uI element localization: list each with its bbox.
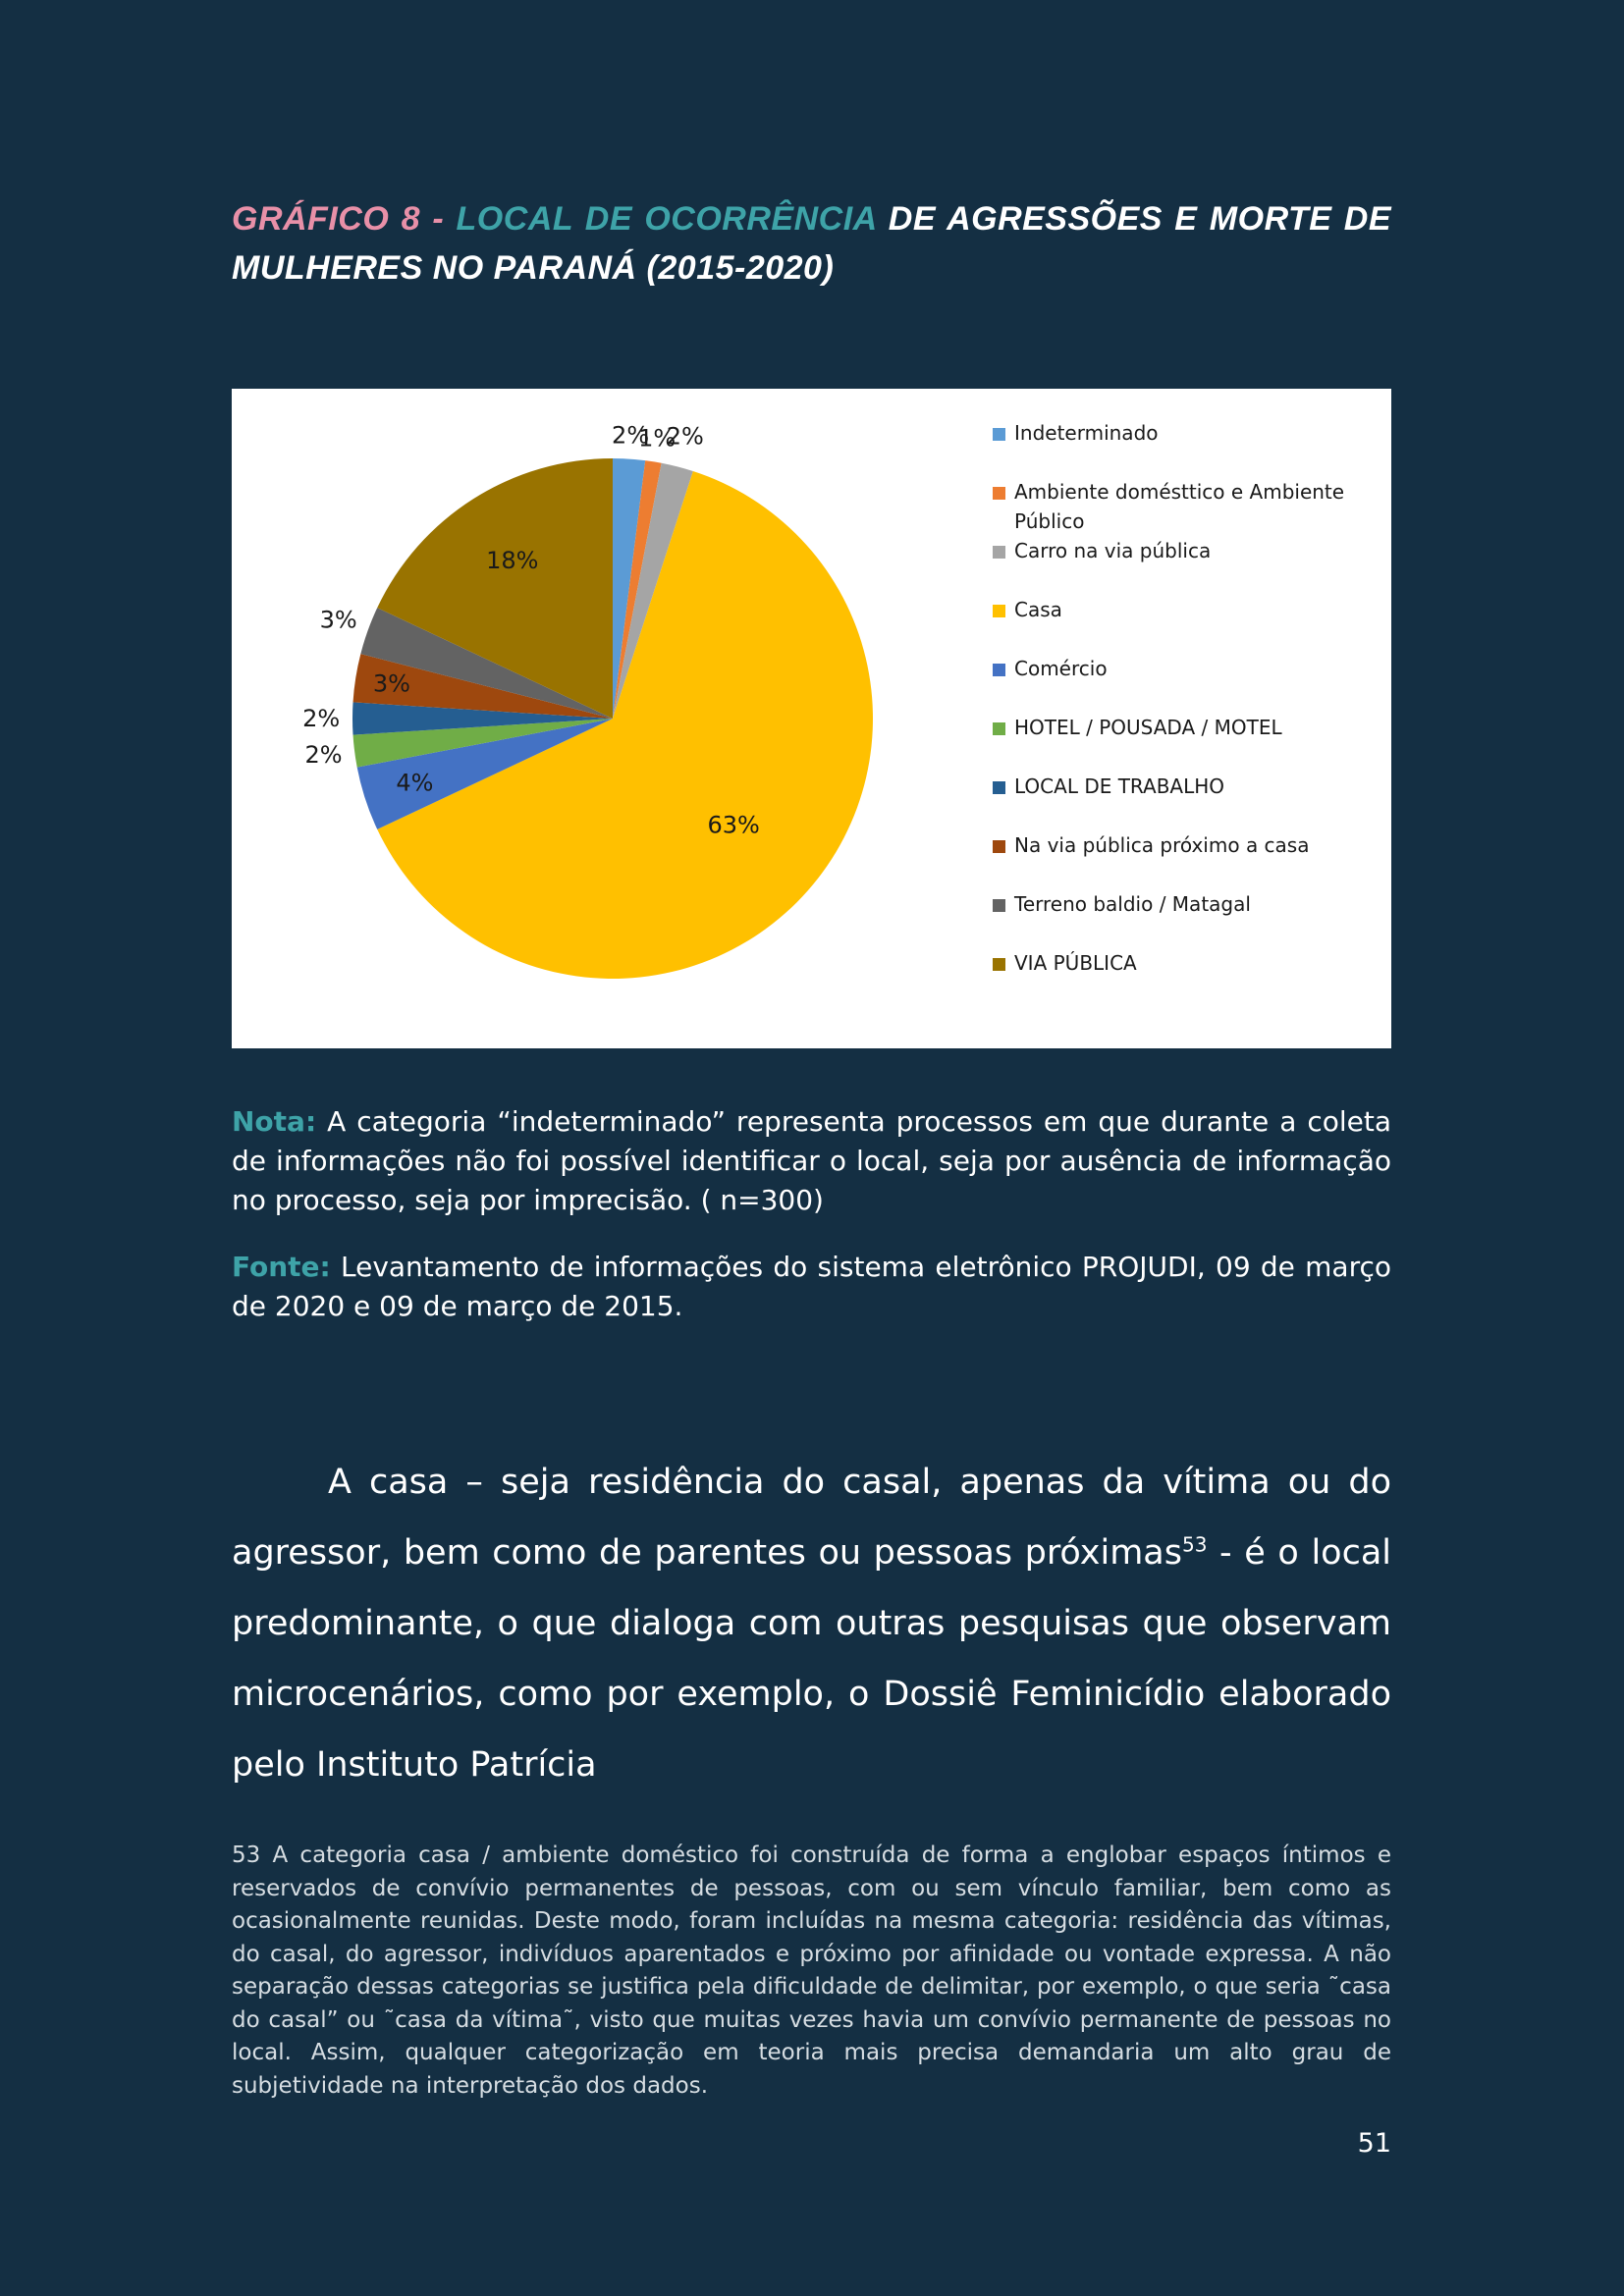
- legend-item-na-via-publica-proximo-a-casa: [993, 830, 1385, 889]
- note-lead: Nota:: [232, 1105, 317, 1138]
- legend-swatch: [993, 840, 1005, 853]
- legend-item-comercio: [993, 654, 1385, 713]
- note-text: A categoria “indeterminado” representa processos em que durante a coleta de informações não foi possível identificar o local, seja por ausência de informação no processo, seja por imprecisão. ( n=300): [232, 1105, 1391, 1216]
- legend-item-indeterminado: [993, 418, 1385, 477]
- footnote-reference: 53: [1182, 1532, 1208, 1557]
- body-text-end: - é o local predominante, o que dialoga com outras pesquisas que observam microcenários, como por exemplo, o Dossiê Feminicídio elaborado pelo Instituto Patrícia: [232, 1533, 1391, 1785]
- legend-label: LOCAL DE TRABALHO: [1014, 774, 1225, 798]
- legend-swatch: [993, 781, 1005, 794]
- pie-data-label-casa: 63%: [707, 811, 760, 839]
- pie-data-label-comercio: 4%: [396, 769, 434, 797]
- title-rest: DE AGRESSÕES E MORTE DE MULHERES NO PARANÁ (2015-2020): [232, 200, 1392, 287]
- pie-data-label-carro-na-via-publica: 2%: [666, 422, 704, 451]
- pie-data-label-via-publica: 18%: [486, 546, 539, 574]
- page-number: 51: [1357, 2128, 1391, 2159]
- legend-swatch: [993, 487, 1005, 500]
- chart-source: [232, 1248, 1391, 1326]
- title-separator: -: [420, 200, 457, 238]
- legend-label: Na via pública próximo a casa: [1014, 833, 1310, 857]
- legend-label: Ambiente domésttico e Ambiente Público: [1014, 480, 1345, 533]
- legend-label: Indeterminado: [1014, 421, 1159, 445]
- title-highlight: LOCAL DE OCORRÊNCIA: [456, 200, 877, 238]
- legend-swatch: [993, 428, 1005, 441]
- legend-item-local-de-trabalho: [993, 772, 1385, 830]
- body-text-start: A casa – seja residência do casal, apenas da vítima ou do agressor, bem como de parentes ou pessoas próximas: [232, 1463, 1391, 1573]
- legend-swatch: [993, 899, 1005, 912]
- chart-note: [232, 1102, 1391, 1220]
- legend-swatch: [993, 546, 1005, 559]
- legend-swatch: [993, 722, 1005, 735]
- pie-chart: [232, 389, 1391, 1048]
- legend-item-ambiente-domesttico-e-ambiente-publico: [993, 477, 1385, 536]
- pie-data-label-ambiente-domesttico-e-ambiente-publico: 1%: [638, 424, 677, 453]
- pie-data-label-hotel-pousada-motel: 2%: [304, 741, 343, 770]
- source-text: Levantamento de informações do sistema eletrônico PROJUDI, 09 de março de 2020 e 09 de março de 2015.: [232, 1251, 1391, 1322]
- body-paragraph: [232, 1447, 1391, 1800]
- legend-swatch: [993, 605, 1005, 617]
- legend-label: Carro na via pública: [1014, 539, 1212, 562]
- pie-data-label-indeterminado: 2%: [612, 421, 650, 450]
- source-lead: Fonte:: [232, 1251, 331, 1283]
- pie-data-label-terreno-baldio-matagal: 3%: [319, 606, 357, 634]
- pie-data-label-local-de-trabalho: 2%: [302, 705, 341, 732]
- footnote: 53 A categoria casa / ambiente doméstico foi construída de forma a englobar espaços íntimos e reservados de convívio permanentes de pessoas, com ou sem vínculo familiar, bem como as ocasionalmente reunidas. Deste modo, foram incluídas na mesma categoria: residência das vítimas, do casal, do agressor, indivíduos aparentados e próximo por afinidade ou vontade expressa. A não separação dessas categorias se justifica pela dificuldade de delimitar, por exemplo, o que seria ˜casa do casal” ou ˜casa da vítima˜, visto que muitas vezes havia um convívio permanente de pessoas no local. Assim, qualquer categorização em teoria mais precisa demandaria um alto grau de subjetividade na interpretação dos dados.: [232, 1842, 1391, 2099]
- legend-item-terreno-baldio-matagal: [993, 889, 1385, 948]
- legend-item-hotel-pousada-motel: [993, 713, 1385, 772]
- chart-title: [232, 194, 1391, 293]
- legend-swatch: [993, 664, 1005, 676]
- legend-label: Casa: [1014, 598, 1062, 621]
- legend-item-carro-na-via-publica: [993, 536, 1385, 595]
- title-chart-number: GRÁFICO 8: [232, 200, 421, 238]
- legend-item-via-publica: [993, 948, 1385, 1007]
- legend-label: Terreno baldio / Matagal: [1014, 892, 1251, 916]
- legend-label: HOTEL / POUSADA / MOTEL: [1014, 716, 1282, 739]
- pie-data-label-na-via-publica-proximo-a-casa: 3%: [372, 669, 410, 698]
- chart-legend: [993, 418, 1385, 1007]
- legend-label: Comércio: [1014, 657, 1108, 680]
- legend-swatch: [993, 958, 1005, 971]
- legend-label: VIA PÚBLICA: [1014, 951, 1137, 975]
- legend-item-casa: [993, 595, 1385, 654]
